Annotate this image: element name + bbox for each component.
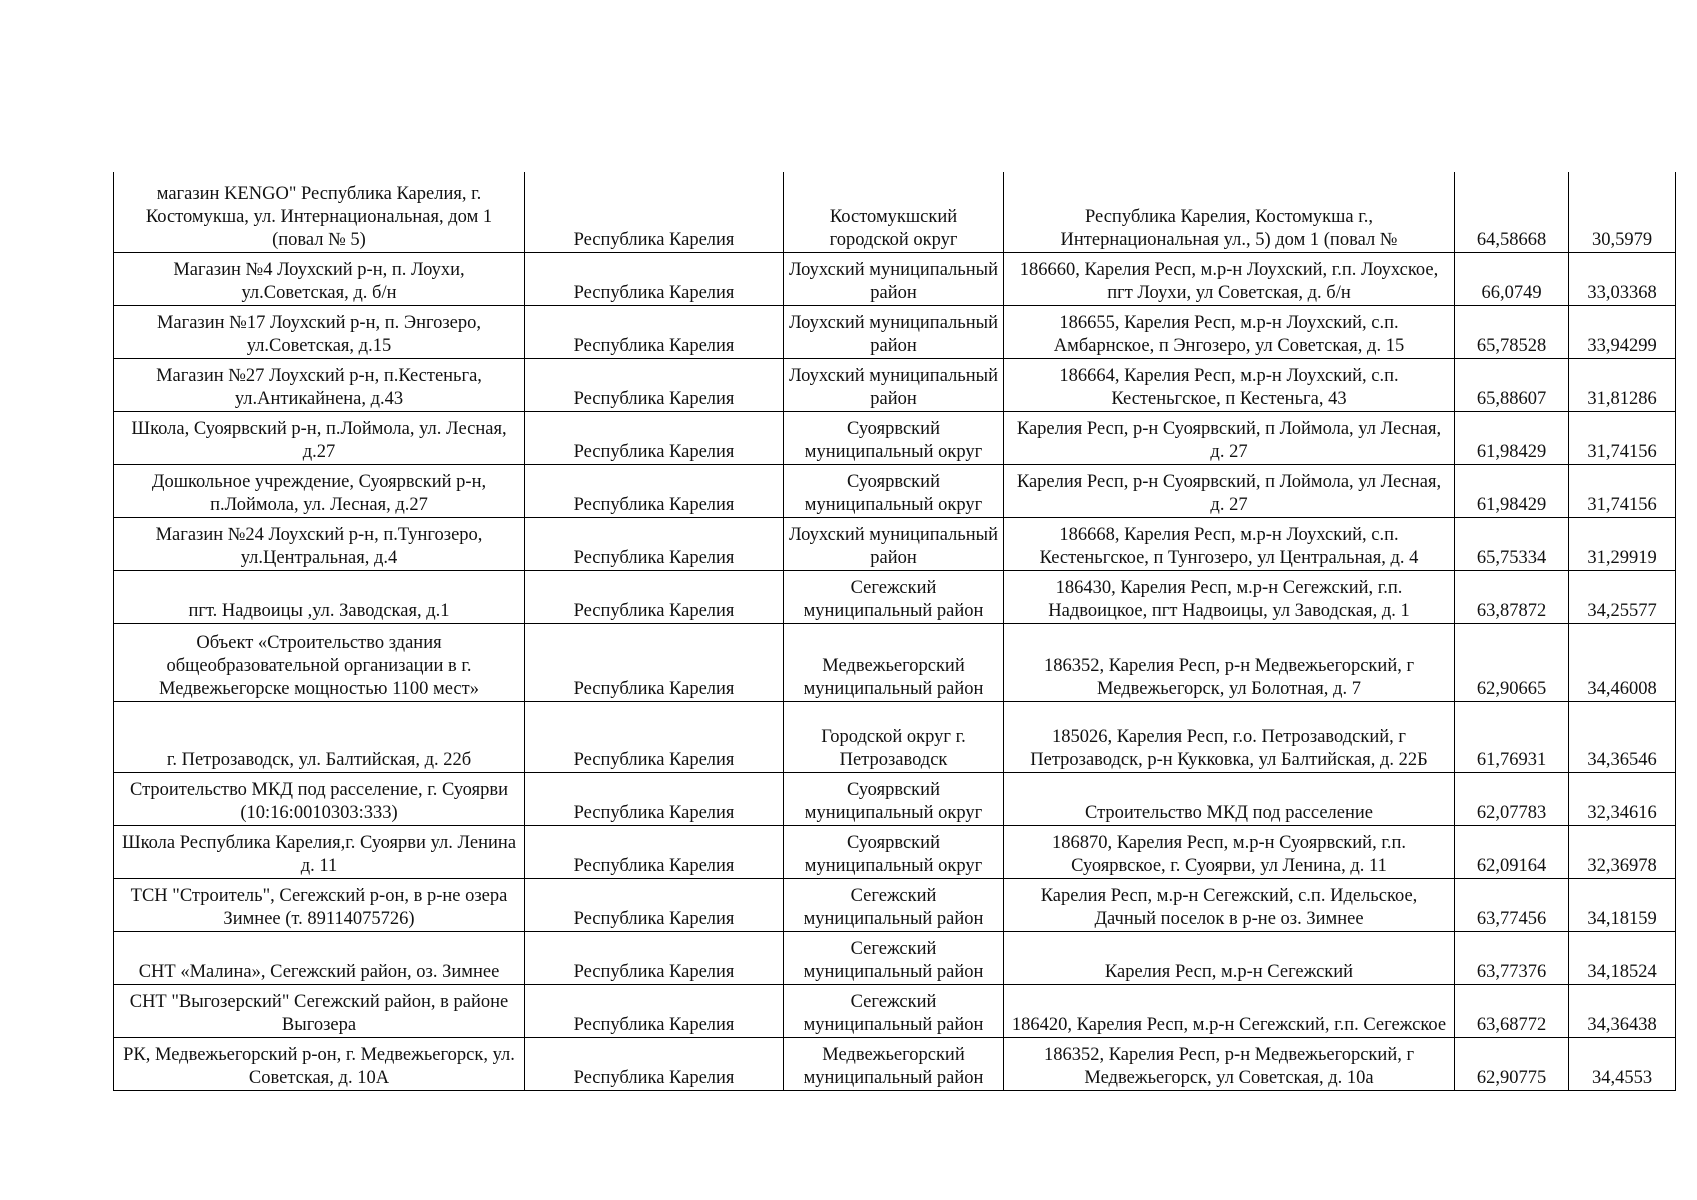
table-row xyxy=(114,701,1676,772)
cell-district: Лоухский муниципальный район xyxy=(784,305,1004,358)
cell-lon: 31,81286 xyxy=(1569,358,1676,411)
cell-lat: 65,78528 xyxy=(1455,305,1569,358)
table-row xyxy=(114,570,1676,623)
cell-name: магазин KENGO" Республика Карелия, г. Костомукша, ул. Интернациональная, дом 1 (повал № 5) xyxy=(114,172,525,252)
cell-region: Республика Карелия xyxy=(525,931,784,984)
cell-lat: 62,90665 xyxy=(1455,623,1569,701)
cell-region: Республика Карелия xyxy=(525,1037,784,1090)
cell-name: ТСН "Строитель", Сегежский р-он, в р-не озера Зимнее (т. 89114075726) xyxy=(114,878,525,931)
cell-lon: 34,36546 xyxy=(1569,701,1676,772)
table-row xyxy=(114,252,1676,305)
cell-region: Республика Карелия xyxy=(525,358,784,411)
cell-lat: 61,76931 xyxy=(1455,701,1569,772)
cell-district: Суоярвский муниципальный округ xyxy=(784,411,1004,464)
cell-district: Сегежский муниципальный район xyxy=(784,570,1004,623)
cell-address: 186352, Карелия Респ, р-н Медвежьегорский, г Медвежьегорск, ул Советская, д. 10а xyxy=(1004,1037,1455,1090)
table-row xyxy=(114,878,1676,931)
cell-name: Магазин №24 Лоухский р-н, п.Тунгозеро, ул.Центральная, д.4 xyxy=(114,517,525,570)
cell-district: Суоярвский муниципальный округ xyxy=(784,464,1004,517)
cell-address: Карелия Респ, р-н Суоярвский, п Лоймола, ул Лесная, д. 27 xyxy=(1004,464,1455,517)
cell-address: 186655, Карелия Респ, м.р-н Лоухский, с.п. Амбарнское, п Энгозеро, ул Советская, д. 15 xyxy=(1004,305,1455,358)
cell-region: Республика Карелия xyxy=(525,984,784,1037)
cell-name: РК, Медвежьегорский р-он, г. Медвежьегорск, ул. Советская, д. 10А xyxy=(114,1037,525,1090)
cell-district: Медвежьегорский муниципальный район xyxy=(784,623,1004,701)
cell-address: Карелия Респ, м.р-н Сегежский, с.п. Идельское, Дачный поселок в р-не оз. Зимнее xyxy=(1004,878,1455,931)
cell-region: Республика Карелия xyxy=(525,623,784,701)
cell-district: Сегежский муниципальный район xyxy=(784,878,1004,931)
cell-region: Республика Карелия xyxy=(525,172,784,252)
cell-address: 186352, Карелия Респ, р-н Медвежьегорский, г Медвежьегорск, ул Болотная, д. 7 xyxy=(1004,623,1455,701)
cell-lon: 30,5979 xyxy=(1569,172,1676,252)
cell-lon: 34,36438 xyxy=(1569,984,1676,1037)
cell-name: Дошкольное учреждение, Суоярвский р-н, п.Лоймола, ул. Лесная, д.27 xyxy=(114,464,525,517)
cell-name: СНТ «Малина», Сегежский район, оз. Зимнее xyxy=(114,931,525,984)
table-row xyxy=(114,623,1676,701)
cell-region: Республика Карелия xyxy=(525,411,784,464)
cell-lon: 31,29919 xyxy=(1569,517,1676,570)
cell-lon: 34,18524 xyxy=(1569,931,1676,984)
cell-address: 186870, Карелия Респ, м.р-н Суоярвский, г.п. Суоярвское, г. Суоярви, ул Ленина, д. 11 xyxy=(1004,825,1455,878)
cell-region: Республика Карелия xyxy=(525,305,784,358)
cell-lon: 34,25577 xyxy=(1569,570,1676,623)
cell-lat: 65,88607 xyxy=(1455,358,1569,411)
cell-lat: 62,09164 xyxy=(1455,825,1569,878)
locations-table-body xyxy=(114,172,1676,1090)
cell-name: г. Петрозаводск, ул. Балтийская, д. 22б xyxy=(114,701,525,772)
cell-name: пгт. Надвоицы ,ул. Заводская, д.1 xyxy=(114,570,525,623)
table-row xyxy=(114,517,1676,570)
table-row xyxy=(114,825,1676,878)
cell-lon: 32,34616 xyxy=(1569,772,1676,825)
table-row xyxy=(114,464,1676,517)
cell-name: Школа Республика Карелия,г. Суоярви ул. Ленина д. 11 xyxy=(114,825,525,878)
cell-address: Республика Карелия, Костомукша г., Интернациональная ул., 5) дом 1 (повал № xyxy=(1004,172,1455,252)
cell-name: Магазин №17 Лоухский р-н, п. Энгозеро, ул.Советская, д.15 xyxy=(114,305,525,358)
cell-lat: 66,0749 xyxy=(1455,252,1569,305)
cell-lat: 63,77456 xyxy=(1455,878,1569,931)
table-row xyxy=(114,358,1676,411)
cell-lat: 64,58668 xyxy=(1455,172,1569,252)
cell-address: 186430, Карелия Респ, м.р-н Сегежский, г.п. Надвоицкое, пгт Надвоицы, ул Заводская, д. 1 xyxy=(1004,570,1455,623)
cell-lat: 63,68772 xyxy=(1455,984,1569,1037)
cell-district: Сегежский муниципальный район xyxy=(784,931,1004,984)
table-row xyxy=(114,1037,1676,1090)
cell-region: Республика Карелия xyxy=(525,701,784,772)
locations-table xyxy=(113,172,1676,1091)
cell-region: Республика Карелия xyxy=(525,252,784,305)
cell-address: 186664, Карелия Респ, м.р-н Лоухский, с.п. Кестеньгское, п Кестеньга, 43 xyxy=(1004,358,1455,411)
cell-region: Республика Карелия xyxy=(525,517,784,570)
cell-name: Школа, Суоярвский р-н, п.Лоймола, ул. Лесная, д.27 xyxy=(114,411,525,464)
cell-lon: 31,74156 xyxy=(1569,464,1676,517)
cell-district: Суоярвский муниципальный округ xyxy=(784,772,1004,825)
table-row xyxy=(114,305,1676,358)
cell-lat: 61,98429 xyxy=(1455,411,1569,464)
cell-lon: 33,03368 xyxy=(1569,252,1676,305)
cell-name: Магазин №27 Лоухский р-н, п.Кестеньга, ул.Антикайнена, д.43 xyxy=(114,358,525,411)
cell-region: Республика Карелия xyxy=(525,825,784,878)
cell-lat: 63,87872 xyxy=(1455,570,1569,623)
cell-lon: 34,18159 xyxy=(1569,878,1676,931)
cell-address: 186420, Карелия Респ, м.р-н Сегежский, г.п. Сегежское xyxy=(1004,984,1455,1037)
cell-district: Медвежьегорский муниципальный район xyxy=(784,1037,1004,1090)
cell-lon: 34,4553 xyxy=(1569,1037,1676,1090)
cell-region: Республика Карелия xyxy=(525,570,784,623)
cell-lon: 31,74156 xyxy=(1569,411,1676,464)
cell-district: Сегежский муниципальный район xyxy=(784,984,1004,1037)
cell-lat: 62,90775 xyxy=(1455,1037,1569,1090)
cell-district: Городской округ г. Петрозаводск xyxy=(784,701,1004,772)
cell-address: 185026, Карелия Респ, г.о. Петрозаводский, г Петрозаводск, р-н Кукковка, ул Балтийская, д. 22Б xyxy=(1004,701,1455,772)
cell-lon: 32,36978 xyxy=(1569,825,1676,878)
cell-name: СНТ "Выгозерский" Сегежский район, в районе Выгозера xyxy=(114,984,525,1037)
table-row xyxy=(114,772,1676,825)
cell-name: Магазин №4 Лоухский р-н, п. Лоухи, ул.Советская, д. б/н xyxy=(114,252,525,305)
cell-district: Костомукшский городской округ xyxy=(784,172,1004,252)
cell-region: Республика Карелия xyxy=(525,878,784,931)
cell-district: Суоярвский муниципальный округ xyxy=(784,825,1004,878)
table-row xyxy=(114,411,1676,464)
cell-address: 186668, Карелия Респ, м.р-н Лоухский, с.п. Кестеньгское, п Тунгозеро, ул Центральная, д. 4 xyxy=(1004,517,1455,570)
cell-lat: 62,07783 xyxy=(1455,772,1569,825)
table-row xyxy=(114,984,1676,1037)
cell-lon: 33,94299 xyxy=(1569,305,1676,358)
table-row xyxy=(114,931,1676,984)
cell-lat: 63,77376 xyxy=(1455,931,1569,984)
cell-address: Карелия Респ, м.р-н Сегежский xyxy=(1004,931,1455,984)
cell-address: Карелия Респ, р-н Суоярвский, п Лоймола, ул Лесная, д. 27 xyxy=(1004,411,1455,464)
cell-district: Лоухский муниципальный район xyxy=(784,358,1004,411)
cell-address: 186660, Карелия Респ, м.р-н Лоухский, г.п. Лоухское, пгт Лоухи, ул Советская, д. б/н xyxy=(1004,252,1455,305)
cell-address: Строительство МКД под расселение xyxy=(1004,772,1455,825)
table-row xyxy=(114,172,1676,252)
cell-region: Республика Карелия xyxy=(525,772,784,825)
cell-name: Строительство МКД под расселение, г. Суоярви (10:16:0010303:333) xyxy=(114,772,525,825)
cell-lat: 65,75334 xyxy=(1455,517,1569,570)
cell-region: Республика Карелия xyxy=(525,464,784,517)
cell-lon: 34,46008 xyxy=(1569,623,1676,701)
cell-district: Лоухский муниципальный район xyxy=(784,517,1004,570)
cell-district: Лоухский муниципальный район xyxy=(784,252,1004,305)
cell-name: Объект «Строительство здания общеобразовательной организации в г. Медвежьегорске мощностью 1100 мест» xyxy=(114,623,525,701)
cell-lat: 61,98429 xyxy=(1455,464,1569,517)
